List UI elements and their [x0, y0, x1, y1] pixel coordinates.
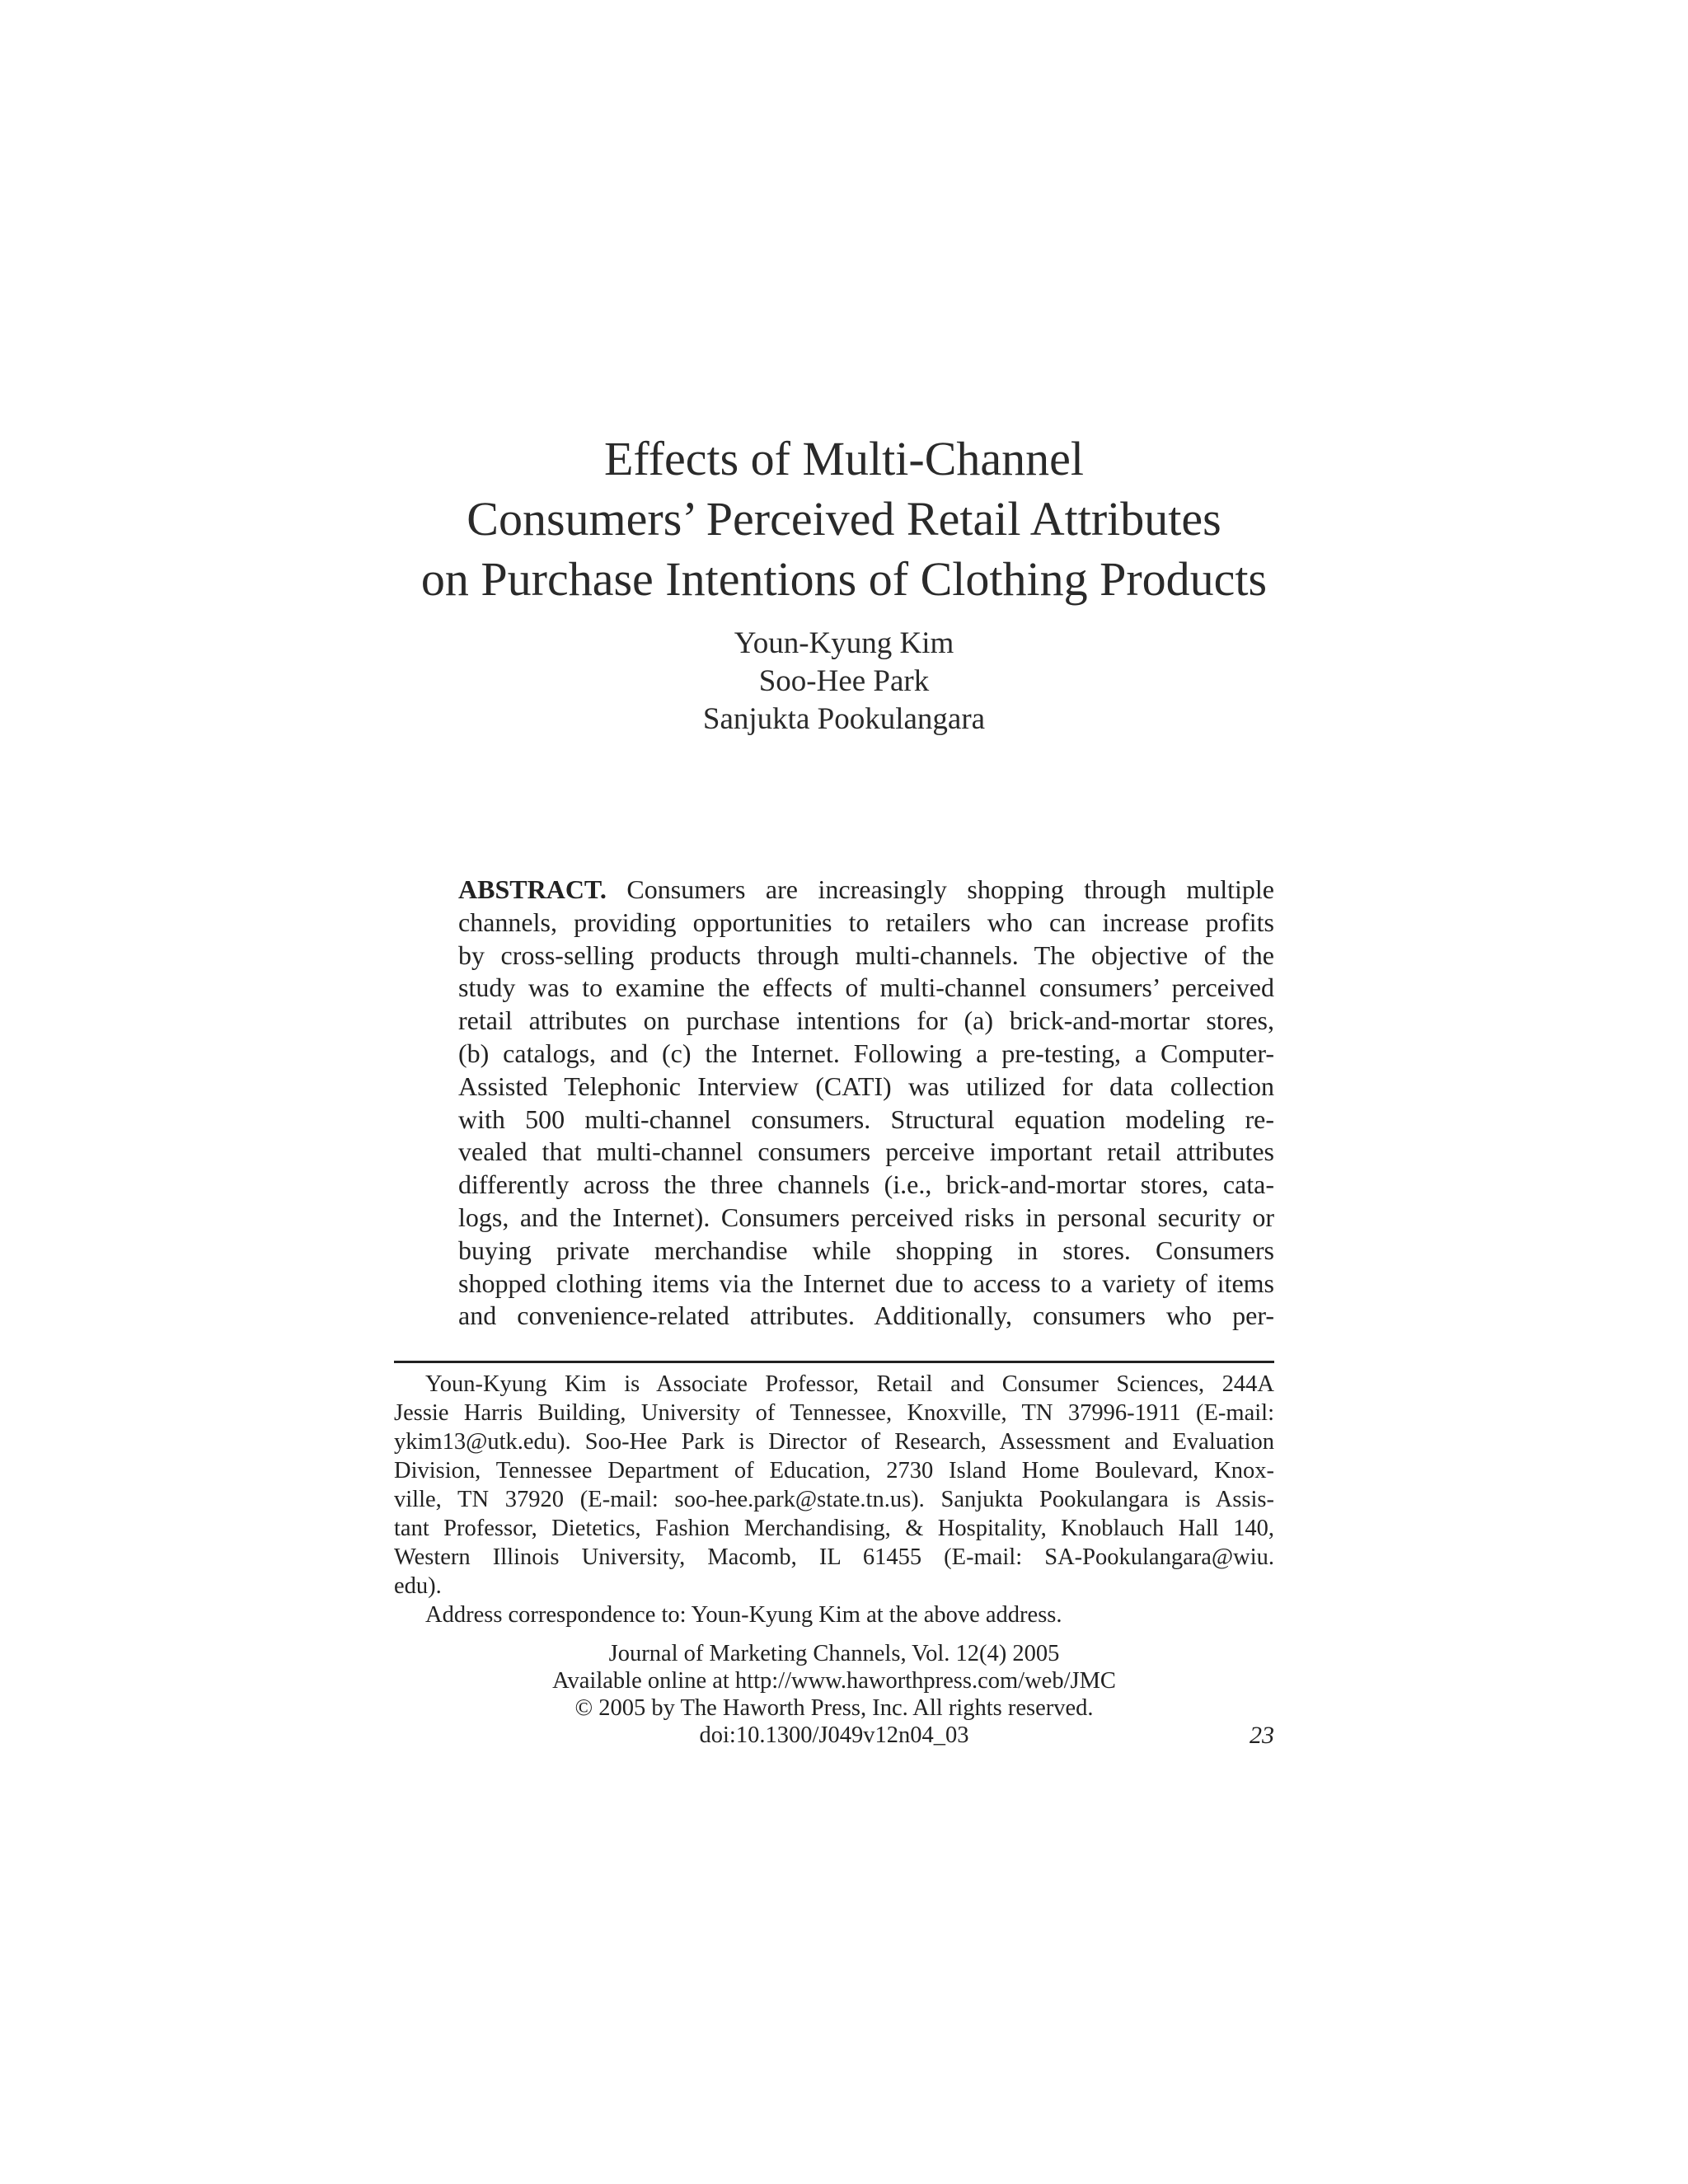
abstract-line: shopped clothing items via the Internet due to access to a variety of items: [458, 1268, 1274, 1298]
author-name: Youn-Kyung Kim: [734, 626, 954, 660]
abstract-line: retail attributes on purchase intentions for (a) brick-and-mortar stores,: [458, 1005, 1274, 1036]
abstract-line: vealed that multi-channel consumers perceive important retail attributes: [458, 1137, 1274, 1167]
abstract-line: with 500 multi-channel consumers. Structural equation modeling re-: [458, 1104, 1274, 1134]
abstract-line: logs, and the Internet). Consumers perceived risks in personal security or: [458, 1202, 1274, 1232]
abstract-line: channels, providing opportunities to retailers who can increase profits: [458, 907, 1274, 937]
doi-line: doi:10.1300/J049v12n04_03: [699, 1722, 969, 1748]
author-name: Soo-Hee Park: [758, 664, 930, 698]
author-note-line: ykim13@utk.edu). Soo-Hee Park is Director of Research, Assessment and Evaluation: [394, 1429, 1274, 1455]
author-note: [394, 1370, 1274, 1629]
author-note-line: Division, Tennessee Department of Education, 2730 Island Home Boulevard, Knox-: [394, 1458, 1274, 1483]
abstract-text: Consumers are increasingly shopping through multiple: [606, 874, 1274, 904]
journal-citation: Journal of Marketing Channels, Vol. 12(4) 2005: [608, 1641, 1060, 1666]
author-name: Sanjukta Pookulangara: [702, 702, 986, 736]
abstract-line: Assisted Telephonic Interview (CATI) was utilized for data collection: [458, 1071, 1274, 1101]
article-title: [0, 429, 1688, 609]
author-note-line: tant Professor, Dietetics, Fashion Merchandising, & Hospitality, Knoblauch Hall 140,: [394, 1516, 1274, 1541]
abstract-line: buying private merchandise while shopping in stores. Consumers: [458, 1235, 1274, 1265]
abstract-line: [458, 874, 1274, 907]
page-number: 23: [1250, 1722, 1274, 1749]
abstract-line: and convenience-related attributes. Additionally, consumers who per-: [458, 1301, 1274, 1331]
abstract: [458, 874, 1274, 1333]
footnote-divider: [394, 1361, 1274, 1363]
abstract-line: (b) catalogs, and (c) the Internet. Following a pre-testing, a Computer-: [458, 1038, 1274, 1068]
author-note-line: ville, TN 37920 (E-mail: soo-hee.park@state.tn.us). Sanjukta Pookulangara is Assis-: [394, 1487, 1274, 1512]
title-line: on Purchase Intentions of Clothing Products: [420, 552, 1268, 606]
abstract-line: by cross-selling products through multi-channels. The objective of the: [458, 940, 1274, 970]
journal-url: Available online at http://www.haworthpress.com/web/JMC: [552, 1668, 1116, 1694]
author-note-line: Jessie Harris Building, University of Tennessee, Knoxville, TN 37996-1911 (E-mail:: [394, 1400, 1274, 1426]
journal-info: [394, 1640, 1274, 1749]
title-line: Consumers’ Perceived Retail Attributes: [467, 492, 1221, 546]
author-note-line: Western Illinois University, Macomb, IL 61455 (E-mail: SA-Pookulangara@wiu.: [394, 1544, 1274, 1570]
abstract-line: study was to examine the effects of multi-channel consumers’ perceived: [458, 972, 1274, 1003]
abstract-label: ABSTRACT.: [458, 874, 607, 904]
correspondence-note: Address correspondence to: Youn-Kyung Kim at the above address.: [425, 1602, 1062, 1628]
abstract-line: differently across the three channels (i.e., brick-and-mortar stores, cata-: [458, 1169, 1274, 1200]
copyright-line: © 2005 by The Haworth Press, Inc. All rights reserved.: [574, 1695, 1094, 1721]
author-note-line: edu).: [394, 1573, 442, 1599]
title-line: Effects of Multi-Channel: [603, 432, 1084, 485]
author-note-line: Youn-Kyung Kim is Associate Professor, Retail and Consumer Sciences, 244A: [425, 1371, 1274, 1397]
author-list: [0, 625, 1688, 738]
